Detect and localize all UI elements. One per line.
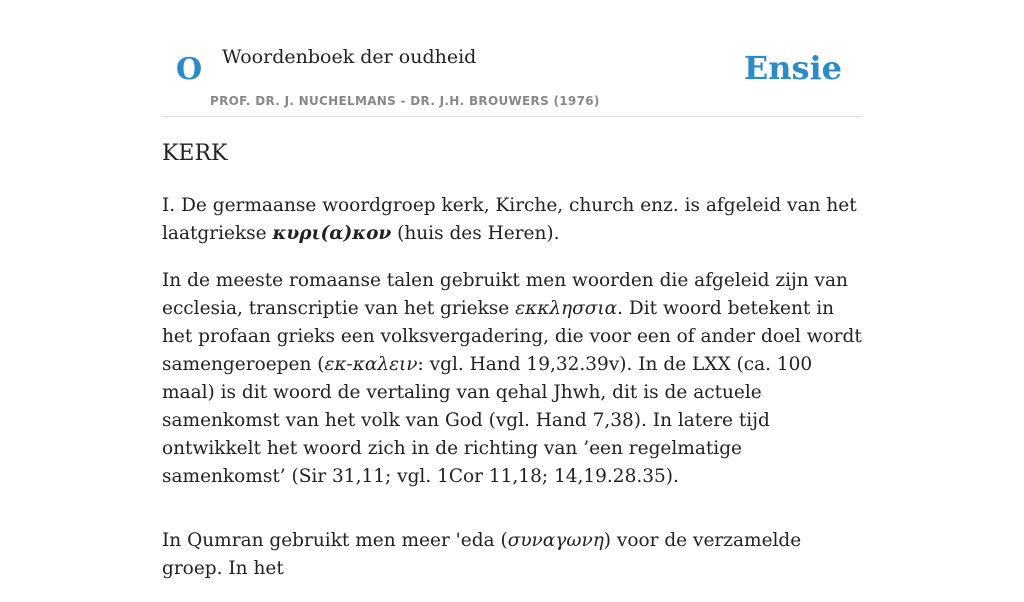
paragraph-text: In Qumran gebruikt men meer 'eda ( <box>162 530 508 551</box>
paragraph-text: In de meeste romaanse talen gebruikt men woorden die afgeleid zijn van ecclesia, transcriptie van het griekse <box>162 270 848 319</box>
paragraph-3 <box>162 527 862 583</box>
entry-title: KERK <box>162 141 228 166</box>
paragraph-text: I. De germaanse woordgroep kerk, Kirche, church enz. is afgeleid van het laatgriekse <box>162 195 857 244</box>
authors-line: PROF. DR. J. NUCHELMANS - DR. J.H. BROUWERS (1976) <box>210 94 600 108</box>
paragraph-text: : vgl. Hand 19,32.39v). In de LXX (ca. 100 maal) is dit woord de vertaling van qehal Jhwh, dit is de actuele samenkomst van het volk van God (vgl. Hand 7,38). In latere tijd ontwikkelt het woord zich in de richting van ’een regelmatige samenkomst’ (Sir 31,11; vgl. 1Cor 11,18; 14,19.28.35). <box>162 354 813 487</box>
paragraph-2 <box>162 267 862 491</box>
greek-term: συναγωνη <box>507 530 604 551</box>
paragraph-text: (huis des Heren). <box>391 223 560 244</box>
header <box>162 0 862 117</box>
book-title[interactable]: Woordenboek der oudheid <box>222 46 477 68</box>
entry-content <box>162 138 862 602</box>
greek-term: εκκλησσια <box>515 298 618 319</box>
greek-term: εκ-καλειν <box>324 354 418 375</box>
greek-term: κυρι(α)κον <box>272 223 392 244</box>
paragraph-text: ) voor de verzamelde groep. In het <box>162 530 802 579</box>
brand-logo-link[interactable]: Ensie <box>743 49 842 87</box>
logo-link[interactable]: O <box>176 52 203 87</box>
paragraph-text: . Dit woord betekent in het profaan grieks een volksvergadering, die voor een of ander doel wordt samengeroepen ( <box>162 298 862 375</box>
paragraph-1 <box>162 192 862 248</box>
